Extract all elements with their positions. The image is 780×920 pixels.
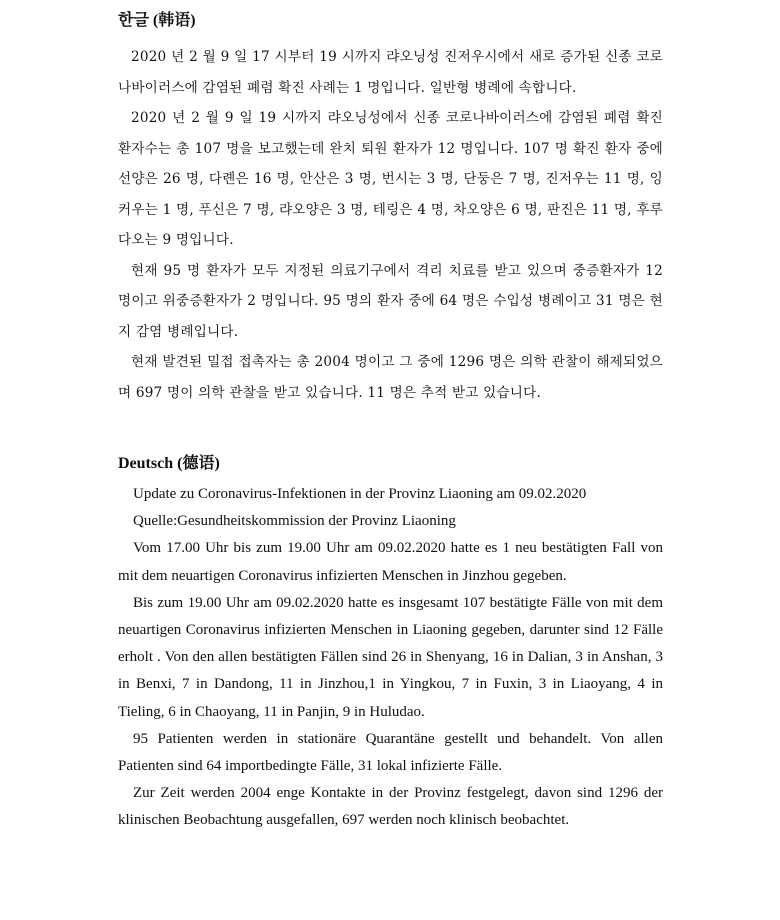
korean-paragraph-3: 현재 95 명 환자가 모두 지정된 의료기구에서 격리 치료를 받고 있으며 중증환자가 12 명이고 위중증환자가 2 명입니다. 95 명의 환자 중에 64 명은 수입성 병례이고 31 명은 현지 감염 병례입니다. (118, 262, 663, 340)
document-page (118, 10, 663, 835)
korean-paragraph-2: 2020 년 2 월 9 일 19 시까지 랴오닝성에서 신종 코로나바이러스에 감염된 폐렴 확진 환자수는 총 107 명을 보고했는데 완치 퇴원 환자가 12 명입니다. 107 명 확진 환자 중에 선양은 26 명, 다롄은 16 명, 안산은 3 명, 번시는 3 명, 단둥은 7 명, 진저우는 11 명, 잉커우는 1 명, 푸신은 7 명, 랴오양은 3 명, 테링은 4 명, 차오양은 6 명, 판진은 11 명, 후루다오는 9 명입니다. (118, 110, 663, 248)
korean-paragraph-1: 2020 년 2 월 9 일 17 시부터 19 시까지 랴오닝성 진저우시에서 새로 증가된 신종 코로나바이러스에 감염된 폐렴 확진 사례는 1 명입니다. 일반형 병례에 속합니다. (118, 49, 663, 96)
german-source-line: Quelle:Gesundheitskommission der Provinz Liaoning (133, 513, 456, 530)
korean-section (118, 10, 663, 408)
german-paragraph-1: Vom 17.00 Uhr bis zum 19.00 Uhr am 09.02.2020 hatte es 1 neu bestätigten Fall von mit dem neuartigen Coronavirus infizierten Menschen in Jinzhou gegeben. (118, 540, 663, 584)
german-update-title: Update zu Coronavirus-Infektionen in der Provinz Liaoning am 09.02.2020 (133, 486, 587, 502)
german-heading: Deutsch (德语) (118, 455, 220, 472)
korean-paragraph-4: 현재 발견된 밀접 접촉자는 총 2004 명이고 그 중에 1296 명은 의학 관찰이 해제되었으며 697 명이 의학 관찰을 받고 있습니다. 11 명은 추적 받고 있습니다. (118, 354, 663, 401)
german-section (118, 453, 663, 835)
korean-heading: 한글 (韩语) (118, 12, 196, 29)
german-paragraph-2: Bis zum 19.00 Uhr am 09.02.2020 hatte es insgesamt 107 bestätigte Fälle von mit dem neuartigen Coronavirus infizierten Menschen in Liaoning gegeben, darunter sind 12 Fälle erholt . Von den allen bestätigten Fällen sind 26 in Shenyang, 16 in Dalian, 3 in Anshan, 3 in Benxi, 7 in Dandong, 11 in Jinzhou,1 in Yingkou, 7 in Fuxin, 3 in Liaoyang, 4 in Tieling, 6 in Chaoyang, 11 in Panjin, 9 in Huludao. (118, 594, 663, 720)
german-paragraph-4: Zur Zeit werden 2004 enge Kontakte in der Provinz festgelegt, davon sind 1296 der klinischen Beobachtung ausgefallen, 697 werden noch klinisch beobachtet. (118, 785, 663, 829)
german-paragraph-3: 95 Patienten werden in stationäre Quarantäne gestellt und behandelt. Von allen Patienten sind 64 importbedingte Fälle, 31 lokal infizierte Fälle. (118, 730, 663, 775)
